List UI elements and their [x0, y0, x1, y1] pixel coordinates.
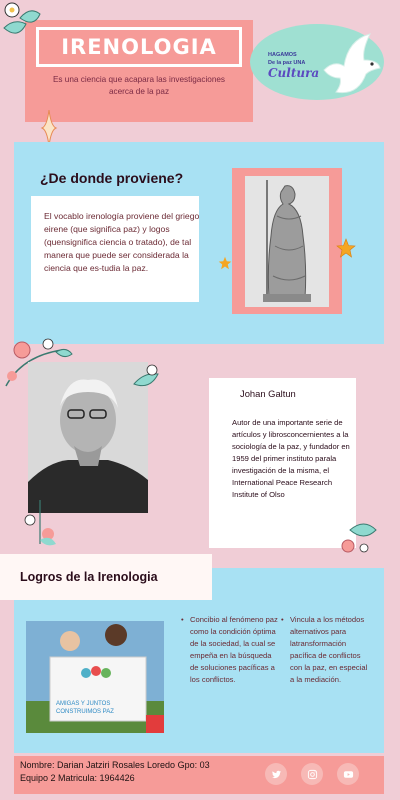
badge-line-1: HAGAMOS — [268, 52, 297, 58]
twitter-button[interactable] — [265, 763, 287, 785]
badge-word: Cultura — [268, 66, 320, 80]
youtube-icon — [343, 769, 354, 780]
youtube-button[interactable] — [337, 763, 359, 785]
dove-icon — [318, 30, 384, 98]
achievement-item-1 — [181, 614, 280, 686]
instagram-icon — [307, 769, 318, 780]
origin-heading: ¿De donde proviene? — [40, 170, 184, 186]
origin-text: El vocablo irenología proviene del griego eirene (que significa paz) y logos (quensignifica ciencia o tratado), de tal manera que puede ser considerada la ciencia que es-tudia la paz. — [44, 211, 200, 273]
flower-right-icon — [340, 518, 380, 556]
flower-decoration-icon — [0, 0, 44, 50]
page-title: IRENOLOGIA — [61, 35, 217, 59]
twitter-icon — [271, 769, 282, 780]
flower-cluster-icon — [20, 500, 60, 550]
achievement-item-2 — [281, 614, 370, 686]
footer-student-info: Nombre: Darian Jatziri Rosales Loredo Gpo: 03 — [20, 760, 210, 770]
kids-photo-sign-line-1: AMIGAS Y JUNTOS — [56, 701, 111, 707]
kids-photo — [26, 621, 164, 733]
footer-team-info: Equipo 2 Matricula: 1964426 — [20, 773, 135, 783]
star-small-icon — [218, 256, 232, 270]
star-icon — [336, 238, 356, 258]
instagram-button[interactable] — [301, 763, 323, 785]
achievement-text-1: Concibio al fenómeno paz como la condición óptima de la sociedad, la cual se empeña en la búsqueda de soluciones pacíficas a los conflictos. — [190, 615, 278, 684]
kids-photo-sign-line-2: CONSTRUIMOS PAZ — [56, 709, 114, 715]
galtun-bio: Autor de una importante serie de artículos y librosconcernientes a la sociología de la paz, y fundador en 1959 del primer instituto parala investigación de la misma, el International Peace Research Institute of Olso — [232, 418, 350, 499]
bullet-icon: • — [181, 615, 184, 624]
bullet-icon: • — [281, 615, 284, 624]
galtun-name: Johan Galtun — [240, 388, 296, 399]
achievements-title: Logros de la Irenologia — [20, 570, 158, 584]
page-subtitle: Es una ciencia que acapara las investigaciones acerca de la paz — [52, 75, 226, 96]
statue-image — [245, 176, 329, 307]
flower-corner-icon — [130, 362, 162, 392]
achievement-text-2: Vincula a los métodos alternativos para latransformación pacífica de conflictos con la paz, en especial a la mediación. — [290, 615, 368, 684]
badge-line-2: De la paz UNA — [268, 60, 306, 66]
